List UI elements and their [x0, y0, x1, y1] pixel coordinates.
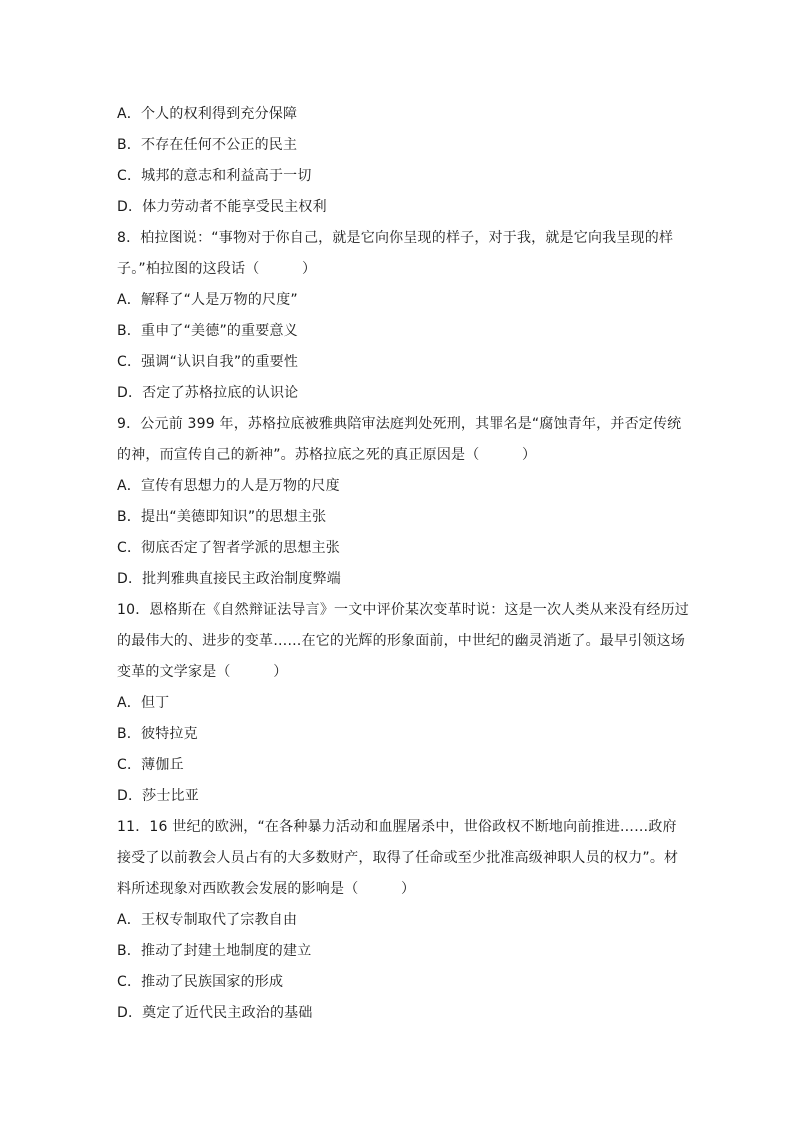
q11-option-d: D．奠定了近代民主政治的基础 [117, 1005, 313, 1021]
q9-stem-line-1: 9．公元前 399 年，苏格拉底被雅典陪审法庭判处死刑，其罪名是“腐蚀青年，并否定传统 [117, 416, 682, 432]
q10-stem-line-3: 变革的文学家是（ ） [117, 664, 288, 680]
q8-stem-line-1: 8．柏拉图说：“事物对于你自己，就是它向你呈现的样子，对于我，就是它向我呈现的样 [117, 230, 674, 246]
q10-option-a: A．但丁 [117, 695, 170, 711]
q7-option-c: C．城邦的意志和利益高于一切 [117, 168, 312, 184]
q7-option-b: B．不存在任何不公正的民主 [117, 137, 298, 153]
q11-option-b: B．推动了封建土地制度的建立 [117, 943, 312, 959]
q10-stem-line-1: 10．恩格斯在《自然辩证法导言》一文中评价某次变革时说：这是一次人类从来没有经历过 [117, 602, 690, 618]
q7-option-d: D．体力劳动者不能享受民主权利 [117, 199, 327, 215]
q9-option-b: B．提出“美德即知识”的思想主张 [117, 509, 327, 525]
q11-stem-line-2: 接受了以前教会人员占有的大多数财产，取得了任命或至少批准高级神职人员的权力”。材 [117, 850, 679, 866]
q11-stem-line-3: 料所述现象对西欧教会发展的影响是（ ） [117, 881, 416, 897]
q8-option-c: C．强调“认识自我”的重要性 [117, 354, 299, 370]
q8-stem-line-2: 子。”柏拉图的这段话（ ） [117, 261, 317, 277]
q7-option-a: A．个人的权利得到充分保障 [117, 106, 298, 122]
q9-option-d: D．批判雅典直接民主政治制度弊端 [117, 571, 341, 587]
q9-option-a: A．宣传有思想力的人是万物的尺度 [117, 478, 340, 494]
q9-stem-line-2: 的神，而宣传自己的新神”。苏格拉底之死的真正原因是（ ） [117, 447, 537, 463]
q10-option-b: B．彼特拉克 [117, 726, 198, 742]
q10-stem-line-2: 的最伟大的、进步的变革……在它的光辉的形象面前，中世纪的幽灵消逝了。最早引领这场 [117, 633, 685, 649]
q11-option-c: C．推动了民族国家的形成 [117, 974, 284, 990]
q8-option-d: D．否定了苏格拉底的认识论 [117, 385, 299, 401]
q9-option-c: C．彻底否定了智者学派的思想主张 [117, 540, 340, 556]
q11-option-a: A．王权专制取代了宗教自由 [117, 912, 298, 928]
q11-stem-line-1: 11．16 世纪的欧洲，“在各种暴力活动和血腥屠杀中，世俗政权不断地向前推进……政府 [117, 819, 677, 835]
q8-option-b: B．重申了“美德”的重要意义 [117, 323, 298, 339]
q10-option-d: D．莎士比亚 [117, 788, 199, 804]
q10-option-c: C．薄伽丘 [117, 757, 184, 773]
q8-option-a: A．解释了“人是万物的尺度” [117, 292, 298, 308]
